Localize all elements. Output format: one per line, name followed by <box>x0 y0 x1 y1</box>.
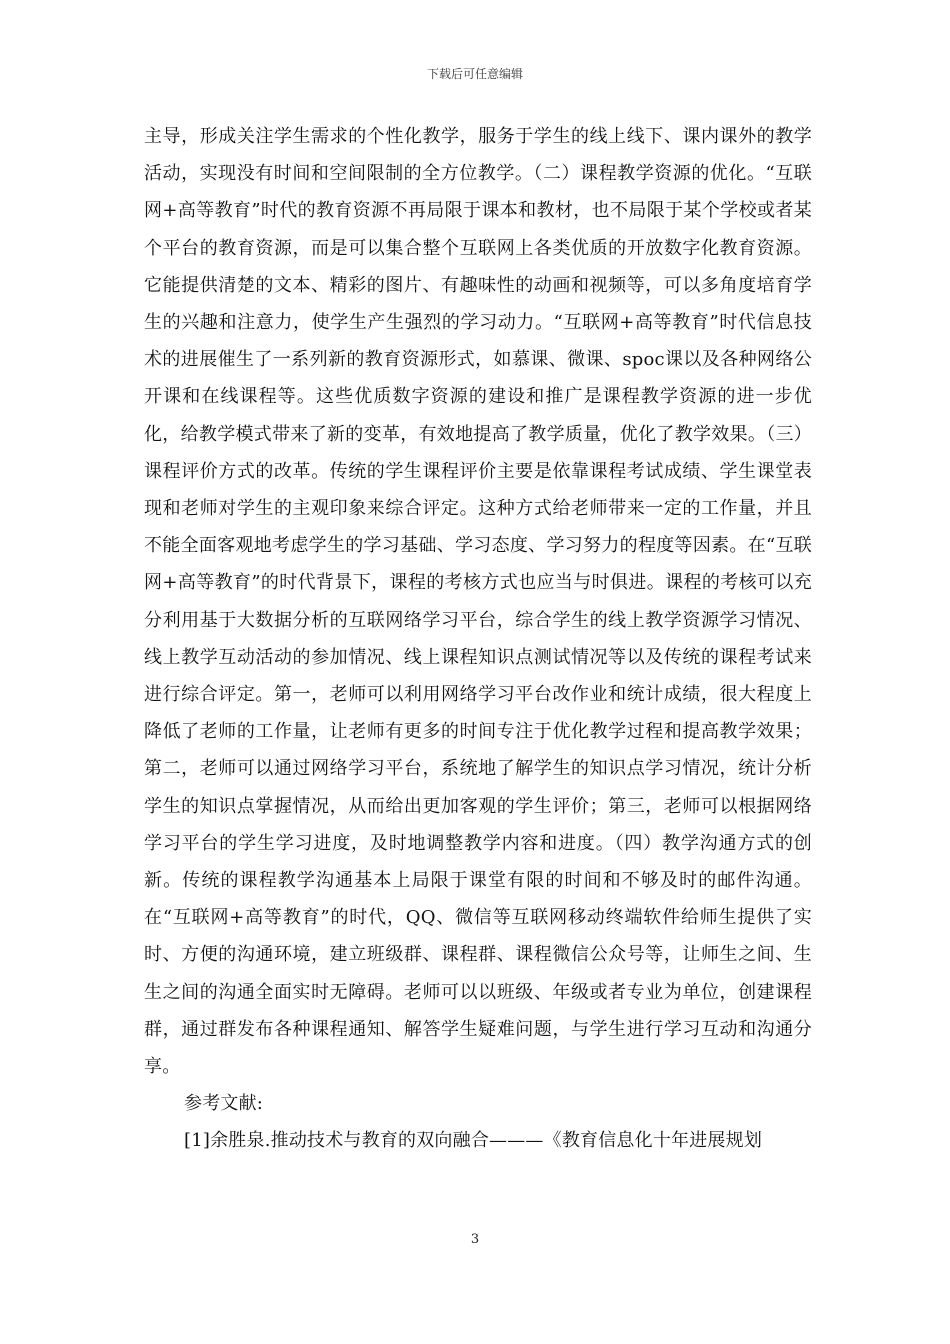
page-header: 下载后可任意编辑 <box>426 67 523 81</box>
references-heading: 参考文献: <box>184 1093 264 1115</box>
document-body <box>144 118 812 1160</box>
body-paragraph: 主导，形成关注学生需求的个性化教学，服务于学生的线上线下、课内课外的教学活动，实现没有时间和空间限制的全方位教学。（二）课程教学资源的优化。“互联网+高等教育”时代的教育资源不再局限于课本和教材，也不局限于某个学校或者某个平台的教育资源，而是可以集合整个互联网上各类优质的开放数字化教育资源。它能提供清楚的文本、精彩的图片、有趣味性的动画和视频等，可以多角度培育学生的兴趣和注意力，使学生产生强烈的学习动力。“互联网+高等教育”时代信息技术的进展催生了一系列新的教育资源形式，如慕课、微课、spoc课以及各种网络公开课和在线课程等。这些优质数字资源的建设和推广是课程教学资源的进一步优化，给教学模式带来了新的变革，有效地提高了教学质量，优化了教学效果。（三）课程评价方式的改革。传统的学生课程评价主要是依靠课程考试成绩、学生课堂表现和老师对学生的主观印象来综合评定。这种方式给老师带来一定的工作量，并且不能全面客观地考虑学生的学习基础、学习态度、学习努力的程度等因素。在“互联网+高等教育”的时代背景下，课程的考核方式也应当与时俱进。课程的考核可以充分利用基于大数据分析的互联网络学习平台，综合学生的线上教学资源学习情况、线上教学互动活动的参加情况、线上课程知识点测试情况等以及传统的课程考试来进行综合评定。第一，老师可以利用网络学习平台改作业和统计成绩，很大程度上降低了老师的工作量，让老师有更多的时间专注于优化教学过程和提高教学效果；第二，老师可以通过网络学习平台，系统地了解学生的知识点学习情况，统计分析学生的知识点掌握情况，从而给出更加客观的学生评价；第三，老师可以根据网络学习平台的学生学习进度，及时地调整教学内容和进度。（四）教学沟通方式的创新。传统的课程教学沟通基本上局限于课堂有限的时间和不够及时的邮件沟通。在“互联网+高等教育”的时代，QQ、微信等互联网移动终端软件给师生提供了实时、方便的沟通环境，建立班级群、课程群、课程微信公众号等，让师生之间、生生之间的沟通全面实时无障碍。老师可以以班级、年级或者专业为单位，创建课程群，通过群发布各种课程通知、解答学生疑难问题，与学生进行学习互动和沟通分享。 <box>144 126 812 1078</box>
reference-item: [1]余胜泉.推动技术与教育的双向融合———《教育信息化十年进展规划 <box>184 1130 763 1152</box>
page-number: 3 <box>470 1232 480 1247</box>
